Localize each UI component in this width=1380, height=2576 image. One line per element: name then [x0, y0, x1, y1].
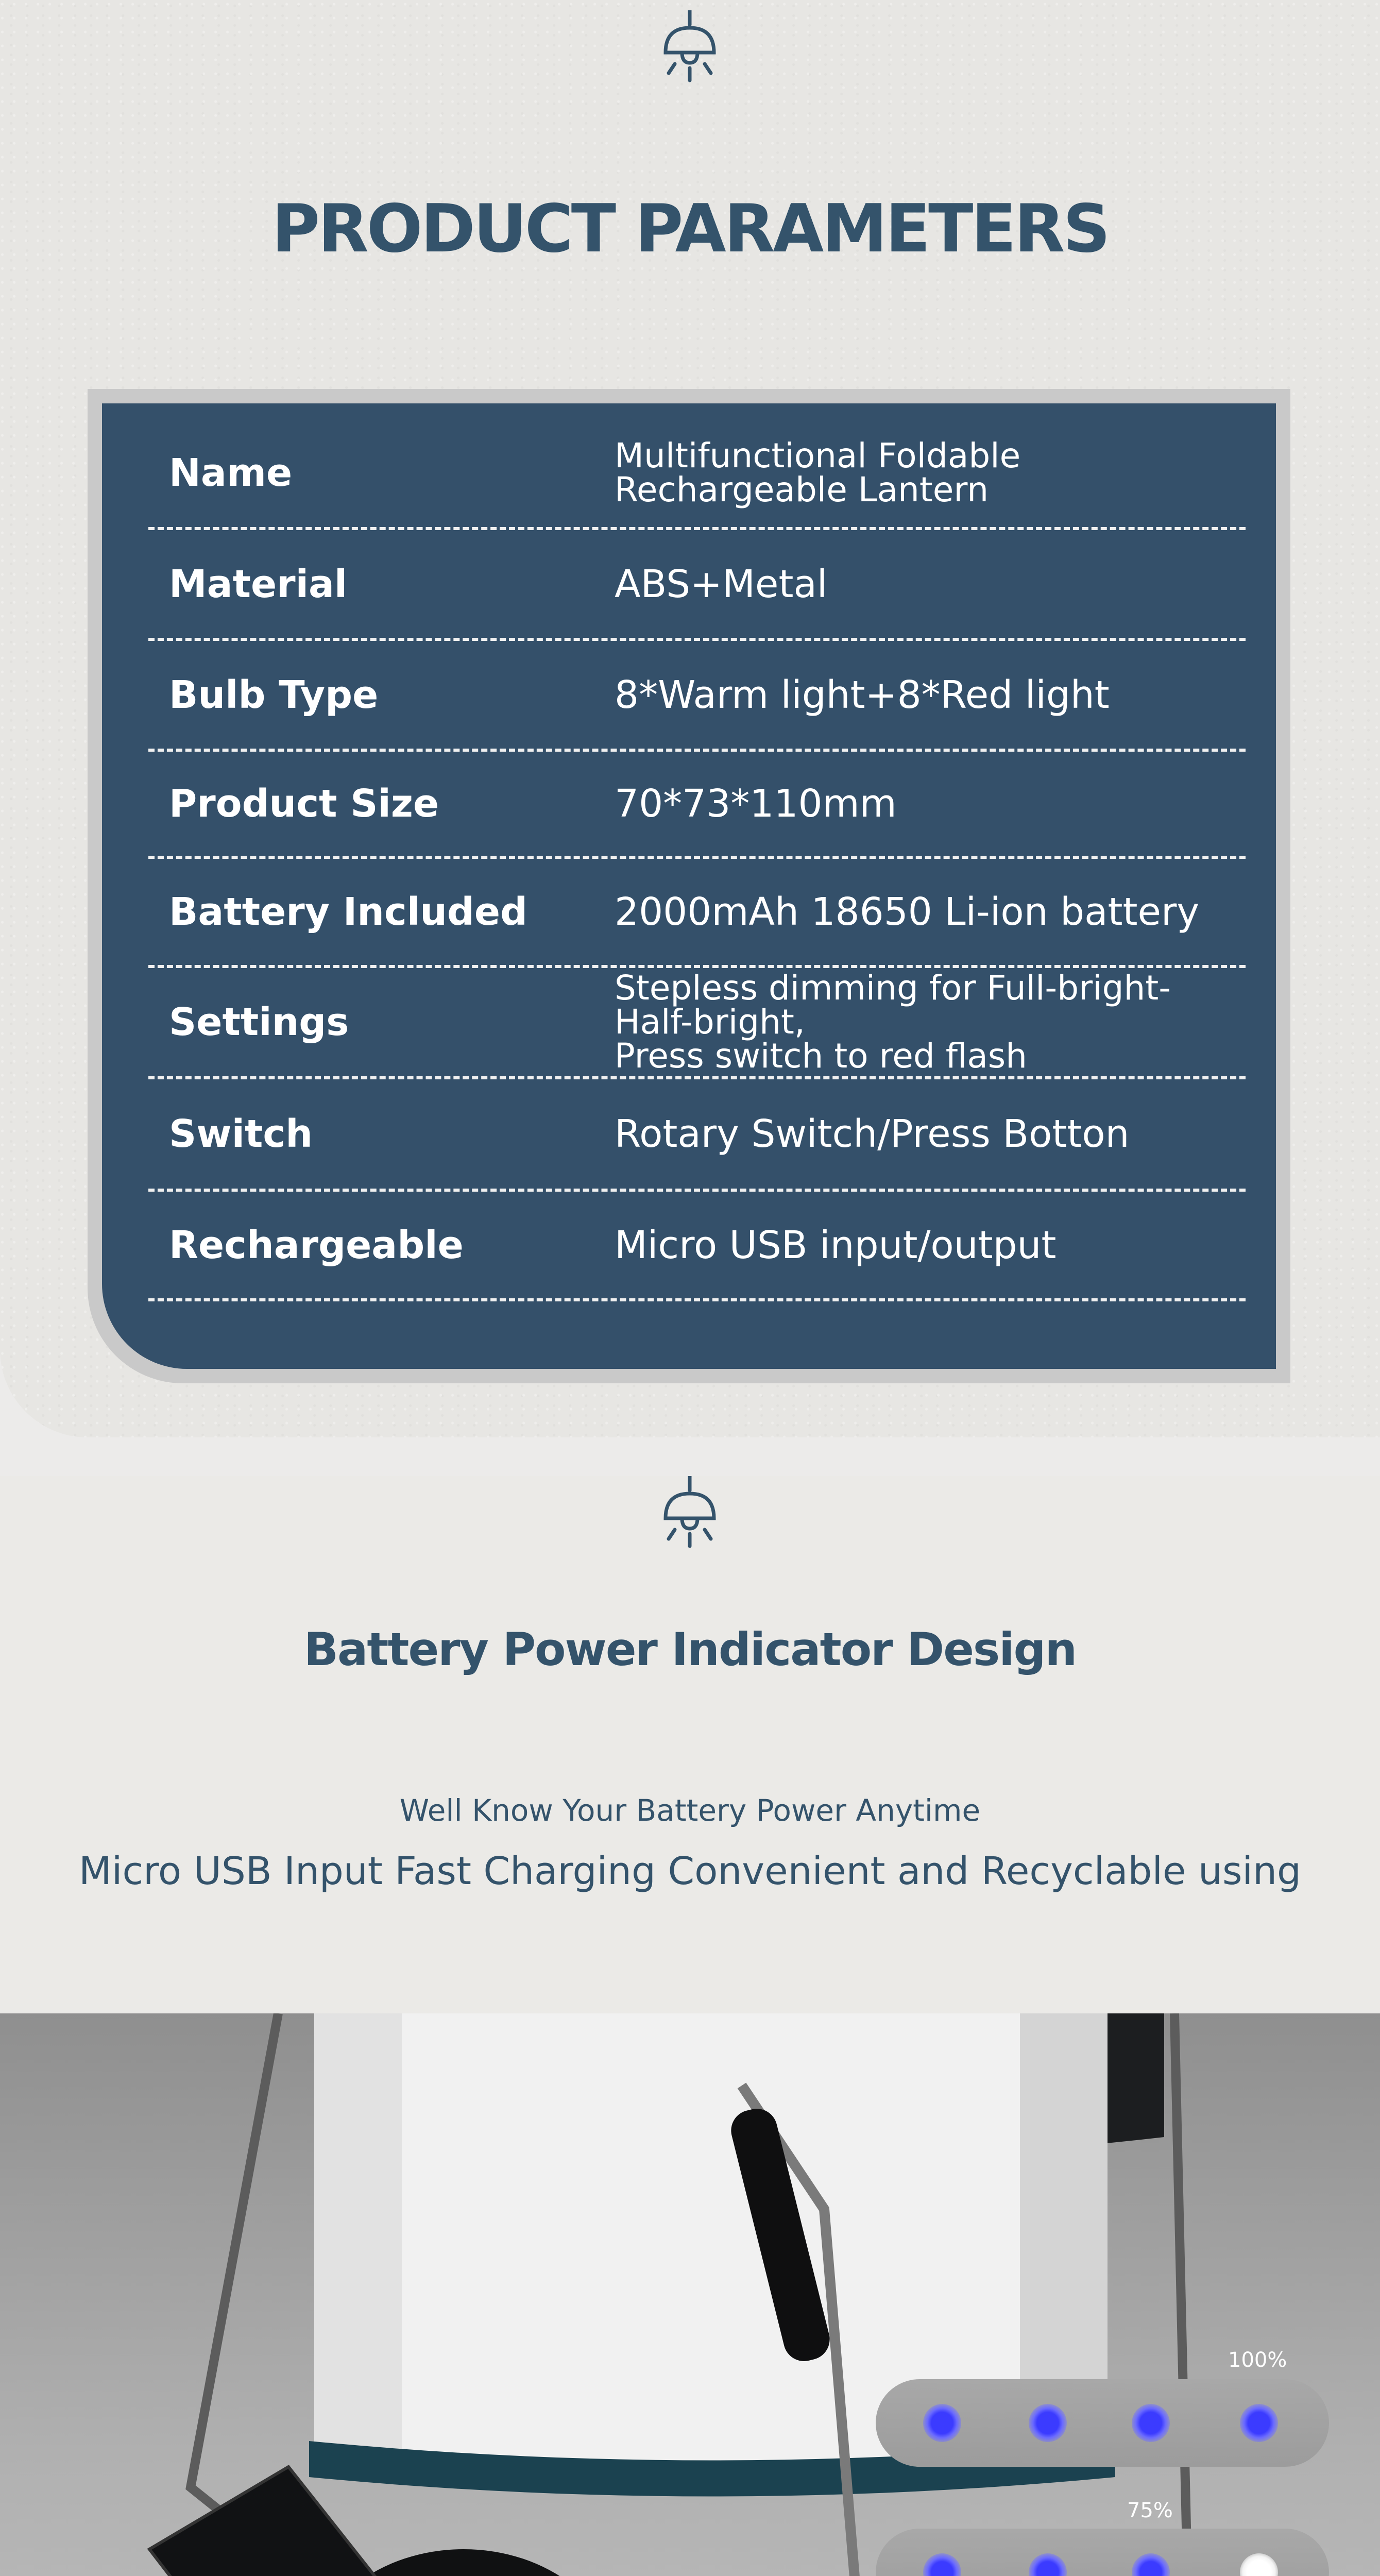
section-tagline: Micro USB Input Fast Charging Convenient and Recyclable using [79, 1849, 1301, 1893]
indicator-label: 75% [1127, 2499, 1173, 2522]
section-subtitle: Well Know Your Battery Power Anytime [399, 1793, 981, 1828]
param-value [615, 419, 1246, 527]
led-off [1240, 2553, 1278, 2576]
table-row [148, 968, 1246, 1079]
table-row [148, 859, 1246, 968]
param-value: 70*73*110mm [615, 782, 897, 826]
table-row [148, 641, 1246, 752]
led-on [923, 2553, 961, 2576]
led-on [1132, 2553, 1170, 2576]
param-value: Micro USB input/output [615, 1223, 1057, 1267]
parameters-table [102, 403, 1276, 1369]
battery-indicator-section [0, 1476, 1380, 2014]
led-on [1132, 2404, 1170, 2442]
param-key: Material [169, 562, 348, 606]
table-row [148, 752, 1246, 859]
param-value-line: Press switch to red flash [615, 1036, 1027, 1076]
param-value-line: Stepless dimming for Full-bright-Half-bright, [615, 968, 1171, 1042]
param-value [615, 968, 1246, 1076]
parameters-table-frame [88, 389, 1290, 1383]
led-on [1240, 2404, 1278, 2442]
param-key: Product Size [169, 782, 439, 826]
pendant-lamp-icon [651, 10, 728, 88]
param-key: Bulb Type [169, 672, 379, 717]
table-row [148, 419, 1246, 530]
section-title: Battery Power Indicator Design [303, 1623, 1077, 1676]
param-value: ABS+Metal [615, 562, 828, 606]
led-on [1029, 2404, 1067, 2442]
param-key: Name [169, 451, 293, 495]
param-value: 8*Warm light+8*Red light [615, 672, 1110, 717]
pendant-lamp-icon [651, 1476, 728, 1553]
led-on [923, 2404, 961, 2442]
table-row [148, 1192, 1246, 1301]
param-value: 2000mAh 18650 Li-ion battery [615, 890, 1200, 934]
param-key: Settings [169, 1000, 349, 1044]
param-value-line: Rechargeable Lantern [615, 470, 989, 510]
lantern-illustration [0, 2013, 1380, 2576]
table-row [148, 1079, 1246, 1192]
param-key: Battery Included [169, 890, 528, 934]
param-key: Rechargeable [169, 1223, 464, 1267]
param-value-line: Multifunctional Foldable [615, 436, 1021, 476]
table-row [148, 530, 1246, 641]
param-value: Rotary Switch/Press Botton [615, 1112, 1130, 1156]
battery-indicator-75 [876, 2529, 1329, 2576]
indicator-label: 100% [1228, 2348, 1287, 2372]
battery-indicator-100 [876, 2379, 1329, 2467]
lantern-photo [0, 2013, 1380, 2576]
page-title: PRODUCT PARAMETERS [271, 191, 1109, 267]
param-key: Switch [169, 1112, 313, 1156]
led-on [1029, 2553, 1067, 2576]
